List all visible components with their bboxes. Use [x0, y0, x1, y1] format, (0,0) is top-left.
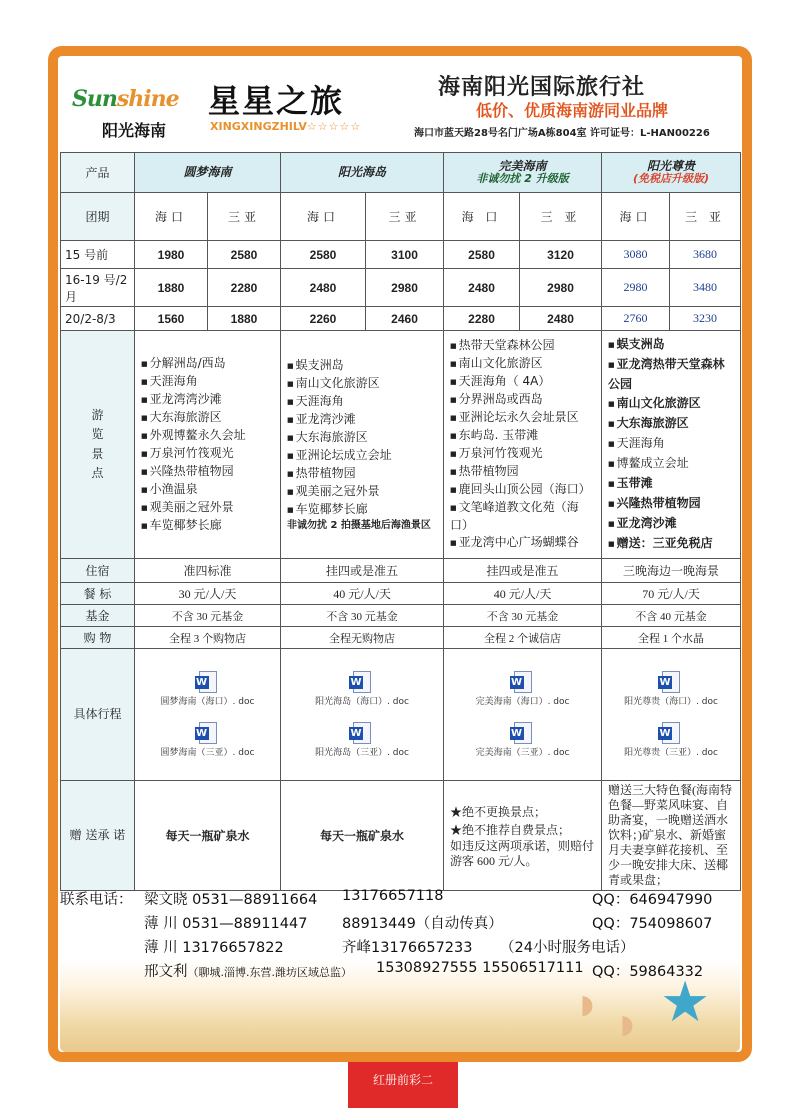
- list-item: ■ 鹿回头山顶公园（海口）: [450, 481, 595, 499]
- price-cell: 2580: [208, 241, 281, 269]
- fund-label: 基金: [61, 605, 135, 627]
- group-label: 团期: [61, 193, 135, 241]
- logo-text-a: Sun: [72, 86, 117, 112]
- contact-phone: 齐峰13176657233: [342, 940, 473, 956]
- list-item: ■ 蜈支洲岛: [287, 357, 437, 375]
- doc-file[interactable]: [611, 722, 731, 759]
- list-item: ■ 热带植物园: [287, 465, 437, 483]
- meal-cell: 40 元/人/天: [281, 583, 444, 605]
- list-item: ■ 亚龙湾湾沙滩: [141, 391, 274, 409]
- product-3-sub: 非诚勿扰 2 升级版: [476, 172, 569, 186]
- list-item: ■ 赠送：三亚免税店: [608, 534, 734, 554]
- product-2: [281, 153, 444, 193]
- city-cell: 海 口: [444, 193, 520, 241]
- gift-label: 赠 送承 诺: [61, 781, 135, 891]
- list-item: ■ 车览椰梦长廊: [141, 517, 274, 535]
- city-cell: 海口: [135, 193, 208, 241]
- price-cell: 2480: [281, 269, 366, 307]
- doc-name: 完美海南（海口）. doc: [475, 696, 570, 707]
- contact-qq: QQ：754098607: [592, 916, 713, 932]
- list-item: ■ 亚龙湾沙滩: [608, 514, 734, 534]
- doc-file[interactable]: [148, 722, 268, 759]
- contact-phone: 13176657118: [342, 888, 444, 904]
- contact-name-text: 邢文利: [144, 964, 188, 980]
- product-4-sub: (免税店升级版): [633, 172, 710, 186]
- tour-table: [60, 152, 741, 891]
- stay-cell: 准四标准: [135, 559, 281, 583]
- shop-cell: 全程 3 个购物店: [135, 627, 281, 649]
- word-doc-icon: [514, 722, 532, 744]
- shop-row: [61, 627, 741, 649]
- word-doc-icon: [662, 671, 680, 693]
- price-cell: 2760: [602, 307, 670, 331]
- word-doc-icon: [662, 722, 680, 744]
- price-cell: 2260: [281, 307, 366, 331]
- word-doc-icon: [199, 671, 217, 693]
- word-doc-icon: [353, 722, 371, 744]
- itinerary-cell: [135, 649, 281, 781]
- product-1: [135, 153, 281, 193]
- logo-text: [72, 86, 179, 112]
- list-item: ■ 小渔温泉: [141, 481, 274, 499]
- fund-cell: 不含 30 元基金: [281, 605, 444, 627]
- word-doc-icon: [199, 722, 217, 744]
- stay-cell: 挂四或是准五: [444, 559, 602, 583]
- sights-label-char: 点: [91, 465, 104, 480]
- doc-name: 完美海南（三亚）. doc: [475, 747, 570, 758]
- list-item: ■ 文笔峰道教文化苑（海口）: [450, 499, 595, 534]
- price-row: [61, 241, 741, 269]
- price-cell: 2480: [520, 307, 602, 331]
- stay-label: 住宿: [61, 559, 135, 583]
- sights-list-4: [602, 331, 741, 559]
- list-item: ■ 观美丽之冠外景: [141, 499, 274, 517]
- word-doc-icon: [353, 671, 371, 693]
- price-cell: 1980: [135, 241, 208, 269]
- gift-row: [61, 781, 741, 891]
- city-cell: 三 亚: [520, 193, 602, 241]
- gift-cell: 每天一瓶矿泉水: [281, 781, 444, 891]
- list-item: ■ 南山文化旅游区: [287, 375, 437, 393]
- doc-name: 阳光海岛（三亚）. doc: [315, 747, 409, 758]
- list-item: ■ 天涯海角: [287, 393, 437, 411]
- price-cell: 1560: [135, 307, 208, 331]
- doc-file[interactable]: [463, 671, 583, 708]
- date-label: 20/2-8/3: [61, 307, 135, 331]
- price-cell: 2460: [366, 307, 444, 331]
- list-item: ■ 天涯海角: [608, 434, 734, 454]
- price-cell: 3230: [670, 307, 741, 331]
- itinerary-cell: [281, 649, 444, 781]
- contact-note: （24小时服务电话）: [500, 940, 635, 956]
- doc-file[interactable]: [302, 671, 422, 708]
- list-item: ■ 万泉河竹筏观光: [141, 445, 274, 463]
- product-4: [602, 153, 741, 193]
- meal-cell: 70 元/人/天: [602, 583, 741, 605]
- sights-row: [61, 331, 741, 559]
- list-item: ■ 分界洲岛或西岛: [450, 391, 595, 409]
- city-cell: 三亚: [208, 193, 281, 241]
- fund-cell: 不含 40 元基金: [602, 605, 741, 627]
- price-row: [61, 269, 741, 307]
- list-item: ■ 亚洲论坛永久会址景区: [450, 409, 595, 427]
- list-item: ■ 东屿岛. 玉带滩: [450, 427, 595, 445]
- list-item: ■ 热带天堂森林公园: [450, 337, 595, 355]
- price-cell: 3100: [366, 241, 444, 269]
- product-row: [61, 153, 741, 193]
- contact-region: （聊城.淄博.东营.潍坊区域总监）: [187, 966, 352, 979]
- bonus-cell: 赠送三大特色餐(海南特色餐—野菜风味宴、自助斋宴，一晚赠送酒水饮料；)矿泉水、新婚蜜月夫妻享鲜花接机、至少一晚安排大床、送椰青或果盘；: [602, 781, 741, 891]
- date-label: 15 号前: [61, 241, 135, 269]
- date-label: 16-19 号/2 月: [61, 269, 135, 307]
- list-item: ■ 亚龙湾沙滩: [287, 411, 437, 429]
- list-item: ■ 分解洲岛/西岛: [141, 355, 274, 373]
- list-item: ■ 大东海旅游区: [141, 409, 274, 427]
- doc-file[interactable]: [302, 722, 422, 759]
- doc-name: 阳光海岛（海口）. doc: [315, 696, 409, 707]
- list-item: ■ 南山文化旅游区: [450, 355, 595, 373]
- price-row: [61, 307, 741, 331]
- sights-list-3: [444, 331, 602, 559]
- word-doc-icon: [514, 671, 532, 693]
- promise-line: 如违反这两项承诺，则赔付游客 600 元/人。: [450, 838, 595, 868]
- fund-cell: 不含 30 元基金: [444, 605, 602, 627]
- list-item: ■ 亚龙湾中心广场蝴蝶谷: [450, 534, 595, 552]
- list-item: ■ 南山文化旅游区: [608, 394, 734, 414]
- contact-name: 薄 川 0531—88911447: [144, 916, 308, 932]
- list-item: ■ 玉带滩: [608, 474, 734, 494]
- list-item: ■ 外观博鳌永久会址: [141, 427, 274, 445]
- doc-name: 圆梦海南（海口）. doc: [160, 696, 255, 707]
- promise-cell: [444, 781, 602, 891]
- product-3: [444, 153, 602, 193]
- list-item: ■ 天涯海角（ 4A）: [450, 373, 595, 391]
- price-cell: 3480: [670, 269, 741, 307]
- agency-name: 海南阳光国际旅行社: [438, 75, 646, 100]
- doc-name: 阳光尊贵（海口）. doc: [624, 696, 718, 707]
- brand-title: 星星之旅: [208, 82, 345, 120]
- price-cell: 1880: [135, 269, 208, 307]
- stay-row: [61, 559, 741, 583]
- city-cell: 三 亚: [670, 193, 741, 241]
- shell-icon: ◗: [620, 1010, 634, 1040]
- list-item: ■ 观美丽之冠外景: [287, 483, 437, 501]
- list-item: ■ 兴隆热带植物园: [141, 463, 274, 481]
- itinerary-label: 具体行程: [61, 649, 135, 781]
- product-2-name: 阳光海岛: [338, 164, 387, 179]
- sights-label: [61, 331, 135, 559]
- city-row: [61, 193, 741, 241]
- price-cell: 2980: [602, 269, 670, 307]
- price-cell: 2580: [281, 241, 366, 269]
- price-cell: 2980: [366, 269, 444, 307]
- shop-cell: 全程 1 个水晶: [602, 627, 741, 649]
- starfish-icon: ★: [660, 970, 711, 1035]
- list-item: ■ 车览椰梦长廊: [287, 501, 437, 519]
- price-cell: 3120: [520, 241, 602, 269]
- city-cell: 三亚: [366, 193, 444, 241]
- gift-cell: 每天一瓶矿泉水: [135, 781, 281, 891]
- doc-file[interactable]: [463, 722, 583, 759]
- sights-note: 非诚勿扰 2 拍摄基地后海渔景区: [287, 519, 431, 531]
- brand-stars: ☆☆☆☆☆: [306, 120, 362, 133]
- sights-label-char: 景: [91, 446, 104, 461]
- brand-subtitle: [210, 120, 361, 133]
- contact-label: 联系电话：: [60, 892, 133, 908]
- list-item: ■ 大东海旅游区: [608, 414, 734, 434]
- itinerary-cell: [444, 649, 602, 781]
- address: 海口市蓝天路28号名门广场A栋804室 许可证号：L-HAN00226: [414, 128, 710, 139]
- promise-line: ★绝不更换景点；: [450, 804, 547, 819]
- price-cell: 2280: [444, 307, 520, 331]
- contact-qq: QQ：646947990: [592, 892, 713, 908]
- itinerary-row: [61, 649, 741, 781]
- contact-name: [144, 960, 352, 982]
- price-cell: 3680: [670, 241, 741, 269]
- doc-file[interactable]: [611, 671, 731, 708]
- sunshine-logo: [72, 68, 192, 148]
- fund-cell: 不含 30 元基金: [135, 605, 281, 627]
- logo-text-b: shine: [116, 86, 179, 112]
- price-cell: 1880: [208, 307, 281, 331]
- slogan: 低价、优质海南游同业品牌: [476, 101, 669, 120]
- contact-name: 梁文晓 0531—88911664: [144, 892, 318, 908]
- list-item: ■ 蜈支洲岛: [608, 335, 734, 355]
- meal-row: [61, 583, 741, 605]
- product-4-name: 阳光尊贵: [647, 158, 696, 173]
- meal-cell: 40 元/人/天: [444, 583, 602, 605]
- logo-subtitle: 阳光海南: [102, 121, 167, 140]
- city-cell: 海口: [602, 193, 670, 241]
- sights-label-char: 游: [91, 408, 104, 423]
- doc-file[interactable]: [148, 671, 268, 708]
- shell-icon: ◗: [580, 990, 594, 1020]
- list-item: ■ 亚洲论坛成立会址: [287, 447, 437, 465]
- sights-list-2: [281, 331, 444, 559]
- product-1-name: 圆梦海南: [183, 164, 232, 179]
- fund-row: [61, 605, 741, 627]
- header: [58, 56, 742, 152]
- meal-label: 餐 标: [61, 583, 135, 605]
- list-item: ■ 万泉河竹筏观光: [450, 445, 595, 463]
- sights-list-1: [135, 331, 281, 559]
- shop-cell: 全程 2 个诚信店: [444, 627, 602, 649]
- meal-cell: 30 元/人/天: [135, 583, 281, 605]
- list-item: ■ 天涯海角: [141, 373, 274, 391]
- list-item: ■ 大东海旅游区: [287, 429, 437, 447]
- list-item: ■ 热带植物园: [450, 463, 595, 481]
- price-cell: 2480: [444, 269, 520, 307]
- list-item: ■ 亚龙湾热带天堂森林公园: [608, 355, 734, 394]
- brand-en: XINGXINGZHILV: [210, 120, 307, 133]
- doc-name: 圆梦海南（三亚）. doc: [160, 747, 255, 758]
- doc-name: 阳光尊贵（三亚）. doc: [624, 747, 718, 758]
- sights-label-char: 览: [91, 427, 104, 442]
- page-tag: 红册前彩二: [348, 1062, 458, 1108]
- stay-cell: 挂四或是准五: [281, 559, 444, 583]
- price-cell: 2580: [444, 241, 520, 269]
- product-3-name: 完美海南: [498, 158, 547, 173]
- contact-phone: 15308927555 15506517111: [376, 960, 584, 976]
- city-cell: 海口: [281, 193, 366, 241]
- product-label: 产品: [61, 153, 135, 193]
- contact-phone: 88913449（自动传真）: [342, 916, 503, 932]
- shop-cell: 全程无购物店: [281, 627, 444, 649]
- promise-line: ★绝不推荐自费景点；: [450, 822, 571, 837]
- contact-name: 薄 川 13176657822: [144, 940, 284, 956]
- contact-qq: QQ：59864332: [592, 964, 704, 980]
- price-cell: 3080: [602, 241, 670, 269]
- shop-label: 购 物: [61, 627, 135, 649]
- list-item: ■ 博鳌成立会址: [608, 454, 734, 474]
- stay-cell: 三晚海边一晚海景: [602, 559, 741, 583]
- itinerary-cell: [602, 649, 741, 781]
- list-item: ■ 兴隆热带植物园: [608, 494, 734, 514]
- price-cell: 2980: [520, 269, 602, 307]
- price-cell: 2280: [208, 269, 281, 307]
